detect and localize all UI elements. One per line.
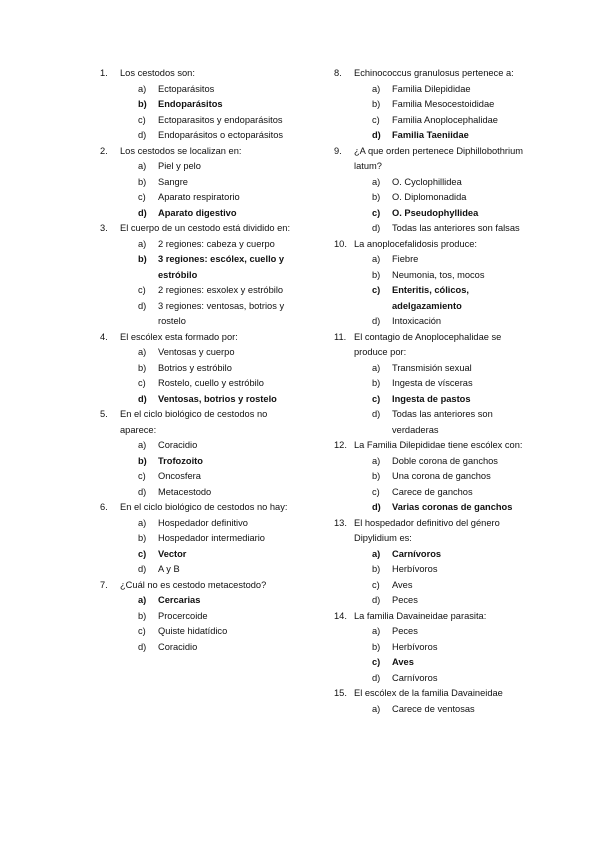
option-text: Aves	[392, 657, 414, 667]
question-text: El cuerpo de un cestodo está dividido en:	[120, 223, 291, 233]
option-letter: a)	[372, 455, 381, 466]
option-letter: c)	[372, 285, 381, 295]
option-text: O. Cyclophillidea	[392, 176, 462, 187]
option-list	[372, 175, 524, 237]
answer-option	[372, 361, 524, 377]
option-letter: c)	[372, 393, 381, 404]
option-letter: a)	[372, 254, 381, 264]
answer-option	[138, 190, 300, 206]
answer-option	[138, 516, 300, 532]
answer-option	[138, 438, 300, 454]
answer-option	[372, 454, 524, 470]
question-stem	[334, 144, 524, 175]
question-stem	[100, 578, 300, 594]
option-text: Familia Anoplocephalidae	[392, 114, 498, 125]
answer-option-correct	[138, 547, 300, 563]
answer-option-correct	[138, 206, 300, 222]
option-letter: a)	[138, 595, 147, 605]
option-text: Ventosas y cuerpo	[158, 347, 235, 357]
option-text: Carece de ventosas	[392, 703, 475, 714]
option-text: Aves	[392, 579, 413, 590]
right-column	[334, 66, 524, 717]
question-item	[100, 66, 300, 144]
question-number: 1.	[100, 68, 108, 78]
question-stem	[334, 686, 524, 702]
option-letter: b)	[138, 99, 147, 109]
answer-option	[138, 531, 300, 547]
option-text: Quiste hidatídico	[158, 626, 228, 636]
question-number: 10.	[334, 238, 347, 249]
question-text: El escólex esta formado por:	[120, 331, 238, 342]
question-item	[100, 407, 300, 500]
option-letter: d)	[372, 502, 381, 512]
question-stem	[100, 66, 300, 82]
option-text: Todas las anteriores son verdaderas	[392, 409, 493, 435]
option-letter: c)	[138, 378, 146, 388]
answer-option-correct	[372, 655, 524, 671]
answer-option	[138, 562, 300, 578]
option-text: Aparato digestivo	[158, 207, 237, 218]
option-letter: b)	[138, 176, 147, 187]
option-text: O. Diplomonadida	[392, 192, 467, 202]
option-list	[372, 547, 524, 609]
question-text: Los cestodos se localizan en:	[120, 145, 242, 156]
answer-option-correct	[138, 252, 300, 283]
question-item	[100, 221, 300, 330]
option-list	[138, 516, 300, 578]
question-item	[334, 438, 524, 516]
option-list	[372, 252, 524, 330]
answer-option-correct	[372, 128, 524, 144]
question-item	[100, 330, 300, 408]
option-letter: b)	[138, 610, 147, 621]
option-text: 2 regiones: cabeza y cuerpo	[158, 238, 275, 249]
question-item	[100, 144, 300, 222]
option-text: Trofozoito	[158, 455, 203, 466]
option-letter: a)	[138, 161, 147, 171]
question-text: La familia Davaineidae parasita:	[354, 610, 487, 621]
answer-option	[372, 175, 524, 191]
question-stem	[100, 500, 300, 516]
option-letter: a)	[138, 440, 147, 450]
option-letter: d)	[372, 672, 381, 683]
answer-option-correct	[372, 206, 524, 222]
question-stem	[334, 237, 524, 253]
option-text: Una corona de ganchos	[392, 471, 491, 481]
option-text: Ingesta de pastos	[392, 393, 471, 404]
answer-option	[372, 376, 524, 392]
left-column	[100, 66, 300, 655]
question-number: 4.	[100, 331, 108, 342]
answer-option	[138, 469, 300, 485]
option-letter: a)	[372, 548, 381, 559]
question-item	[334, 330, 524, 439]
option-letter: a)	[372, 362, 381, 373]
option-text: Familia Taeniidae	[392, 130, 469, 140]
option-letter: d)	[372, 409, 381, 419]
option-letter: b)	[372, 269, 381, 280]
answer-option	[138, 345, 300, 361]
answer-option	[372, 252, 524, 268]
option-text: Aparato respiratorio	[158, 192, 240, 202]
answer-option	[372, 562, 524, 578]
option-text: Carnívoros	[392, 672, 438, 683]
option-letter: c)	[138, 626, 146, 636]
question-item	[334, 609, 524, 687]
answer-option	[138, 640, 300, 656]
question-text: ¿Cuál no es cestodo metacestodo?	[120, 579, 267, 590]
answer-option	[138, 113, 300, 129]
answer-option	[372, 578, 524, 594]
option-text: Ectoparasitos y endoparásitos	[158, 114, 283, 125]
question-text: La Familia Dilepididae tiene escólex con:	[354, 440, 523, 450]
question-item	[334, 686, 524, 717]
answer-option	[372, 671, 524, 687]
option-text: Peces	[392, 595, 418, 605]
option-letter: b)	[138, 254, 147, 264]
question-item	[334, 516, 524, 609]
question-number: 13.	[334, 517, 347, 528]
option-letter: a)	[138, 347, 147, 357]
option-letter: d)	[138, 393, 147, 404]
option-list	[138, 593, 300, 655]
answer-option	[372, 314, 524, 330]
option-letter: a)	[138, 83, 147, 94]
option-text: 3 regiones: escólex, cuello y estróbilo	[158, 254, 285, 280]
option-letter: a)	[372, 176, 381, 187]
option-letter: b)	[138, 455, 147, 466]
option-letter: a)	[372, 626, 381, 636]
answer-option	[138, 237, 300, 253]
option-text: Herbívoros	[392, 564, 438, 574]
answer-option-correct	[138, 392, 300, 408]
question-stem	[100, 407, 300, 438]
question-stem	[100, 221, 300, 237]
option-letter: d)	[372, 595, 381, 605]
option-text: Carnívoros	[392, 548, 442, 559]
answer-option	[372, 407, 524, 438]
question-number: 14.	[334, 610, 347, 621]
option-letter: c)	[138, 192, 146, 202]
option-text: Coracidio	[158, 641, 198, 652]
question-text: ¿A que orden pertenece Diphillobothrium latum?	[354, 145, 523, 171]
answer-option-correct	[372, 392, 524, 408]
question-item	[334, 237, 524, 330]
answer-option	[138, 624, 300, 640]
answer-option	[372, 268, 524, 284]
option-text: Enteritis, cólicos, adelgazamiento	[392, 285, 469, 311]
option-text: Familia Dilepididae	[392, 83, 471, 94]
option-letter: d)	[138, 486, 147, 497]
option-text: Intoxicación	[392, 316, 442, 326]
option-text: Coracidio	[158, 440, 198, 450]
question-stem	[334, 330, 524, 361]
answer-option	[372, 640, 524, 656]
answer-option	[138, 376, 300, 392]
answer-option	[372, 469, 524, 485]
option-text: Botrios y estróbilo	[158, 362, 232, 373]
option-list	[138, 82, 300, 144]
option-list	[138, 438, 300, 500]
option-letter: d)	[138, 300, 147, 311]
option-letter: c)	[138, 471, 146, 481]
option-text: Ingesta de vísceras	[392, 378, 473, 388]
option-text: Varias coronas de ganchos	[392, 502, 513, 512]
answer-option	[372, 221, 524, 237]
option-text: Peces	[392, 626, 418, 636]
option-list	[372, 82, 524, 144]
option-text: Rostelo, cuello y estróbilo	[158, 378, 264, 388]
question-text: Echinococcus granulosus pertenece a:	[354, 68, 514, 78]
answer-option-correct	[138, 593, 300, 609]
question-text: El contagio de Anoplocephalidae se produce por:	[354, 331, 502, 357]
question-text: En el ciclo biológico de cestodos no aparece:	[120, 409, 268, 435]
question-text: El escólex de la familia Davaineidae	[354, 688, 503, 698]
question-item	[100, 500, 300, 578]
option-text: Ventosas, botrios y rostelo	[158, 393, 277, 404]
option-text: Neumonia, tos, mocos	[392, 269, 485, 280]
option-text: Endoparásitos	[158, 99, 223, 109]
question-number: 11.	[334, 331, 347, 342]
option-text: Endoparásitos o ectoparásitos	[158, 130, 284, 140]
option-letter: c)	[372, 579, 380, 590]
question-number: 12.	[334, 440, 347, 450]
option-letter: c)	[372, 114, 380, 125]
option-letter: c)	[372, 207, 381, 218]
option-list	[138, 345, 300, 407]
question-number: 7.	[100, 579, 108, 590]
option-text: Herbívoros	[392, 641, 438, 652]
option-list	[372, 624, 524, 686]
question-text: La anoplocefalidosis produce:	[354, 238, 478, 249]
question-item	[100, 578, 300, 656]
answer-option-correct	[372, 283, 524, 314]
option-letter: d)	[372, 130, 381, 140]
answer-option	[138, 283, 300, 299]
answer-option	[138, 159, 300, 175]
option-letter: d)	[372, 316, 381, 326]
answer-option	[138, 128, 300, 144]
answer-option	[372, 624, 524, 640]
question-text: En el ciclo biológico de cestodos no hay:	[120, 502, 288, 512]
question-stem	[334, 516, 524, 547]
question-number: 6.	[100, 502, 108, 512]
answer-option	[138, 485, 300, 501]
option-letter: d)	[138, 207, 147, 218]
option-text: Hospedador definitivo	[158, 517, 248, 528]
option-text: Transmisión sexual	[392, 362, 472, 373]
answer-option	[372, 190, 524, 206]
option-list	[138, 159, 300, 221]
option-letter: c)	[372, 657, 381, 667]
question-stem	[334, 609, 524, 625]
option-letter: a)	[138, 517, 147, 528]
question-number: 9.	[334, 145, 342, 156]
option-list	[372, 702, 524, 718]
question-item	[334, 66, 524, 144]
option-text: Cercarias	[158, 595, 201, 605]
option-letter: d)	[138, 130, 147, 140]
answer-option	[138, 361, 300, 377]
option-letter: c)	[138, 548, 147, 559]
question-number: 5.	[100, 409, 108, 419]
answer-option-correct	[138, 454, 300, 470]
option-letter: b)	[372, 192, 381, 202]
option-text: Fiebre	[392, 254, 419, 264]
question-text: Los cestodos son:	[120, 68, 195, 78]
answer-option-correct	[138, 97, 300, 113]
option-text: Sangre	[158, 176, 188, 187]
answer-option	[372, 113, 524, 129]
option-text: A y B	[158, 564, 180, 574]
option-letter: b)	[138, 362, 147, 373]
option-text: Ectoparásitos	[158, 83, 215, 94]
option-letter: b)	[372, 99, 381, 109]
question-number: 15.	[334, 688, 347, 698]
answer-option-correct	[372, 547, 524, 563]
answer-option	[372, 702, 524, 718]
option-text: 3 regiones: ventosas, botrios y rostelo	[158, 300, 285, 326]
option-list	[372, 454, 524, 516]
option-text: Todas las anteriores son falsas	[392, 223, 520, 233]
option-text: O. Pseudophyllidea	[392, 207, 479, 218]
option-text: Oncosfera	[158, 471, 201, 481]
option-text: Familia Mesocestoididae	[392, 99, 495, 109]
option-text: Hospedador intermediario	[158, 533, 265, 543]
answer-option	[372, 485, 524, 501]
option-letter: b)	[372, 564, 381, 574]
answer-option	[372, 97, 524, 113]
option-list	[138, 237, 300, 330]
question-text: El hospedador definitivo del género Dipylidium es:	[354, 517, 500, 543]
option-letter: b)	[372, 471, 381, 481]
option-text: Carece de ganchos	[392, 486, 473, 497]
question-number: 2.	[100, 145, 108, 156]
question-stem	[100, 144, 300, 160]
option-text: Piel y pelo	[158, 161, 201, 171]
question-stem	[334, 66, 524, 82]
option-letter: a)	[372, 703, 381, 714]
option-letter: c)	[138, 114, 146, 125]
option-letter: b)	[138, 533, 147, 543]
question-stem	[100, 330, 300, 346]
question-number: 3.	[100, 223, 108, 233]
option-letter: c)	[138, 285, 146, 295]
option-letter: a)	[372, 83, 381, 94]
option-letter: d)	[372, 223, 381, 233]
answer-option	[372, 593, 524, 609]
option-text: Metacestodo	[158, 486, 212, 497]
answer-option	[138, 82, 300, 98]
option-text: Procercoide	[158, 610, 208, 621]
option-letter: b)	[372, 378, 381, 388]
answer-option	[138, 175, 300, 191]
option-text: Vector	[158, 548, 187, 559]
answer-option	[372, 82, 524, 98]
question-stem	[334, 438, 524, 454]
option-letter: d)	[138, 641, 147, 652]
option-letter: c)	[372, 486, 380, 497]
option-list	[372, 361, 524, 439]
answer-option	[138, 609, 300, 625]
question-number: 8.	[334, 68, 342, 78]
answer-option-correct	[372, 500, 524, 516]
option-letter: b)	[372, 641, 381, 652]
option-letter: d)	[138, 564, 147, 574]
option-text: 2 regiones: esxolex y estróbilo	[158, 285, 284, 295]
answer-option	[138, 299, 300, 330]
option-letter: a)	[138, 238, 147, 249]
question-item	[334, 144, 524, 237]
option-text: Doble corona de ganchos	[392, 455, 498, 466]
